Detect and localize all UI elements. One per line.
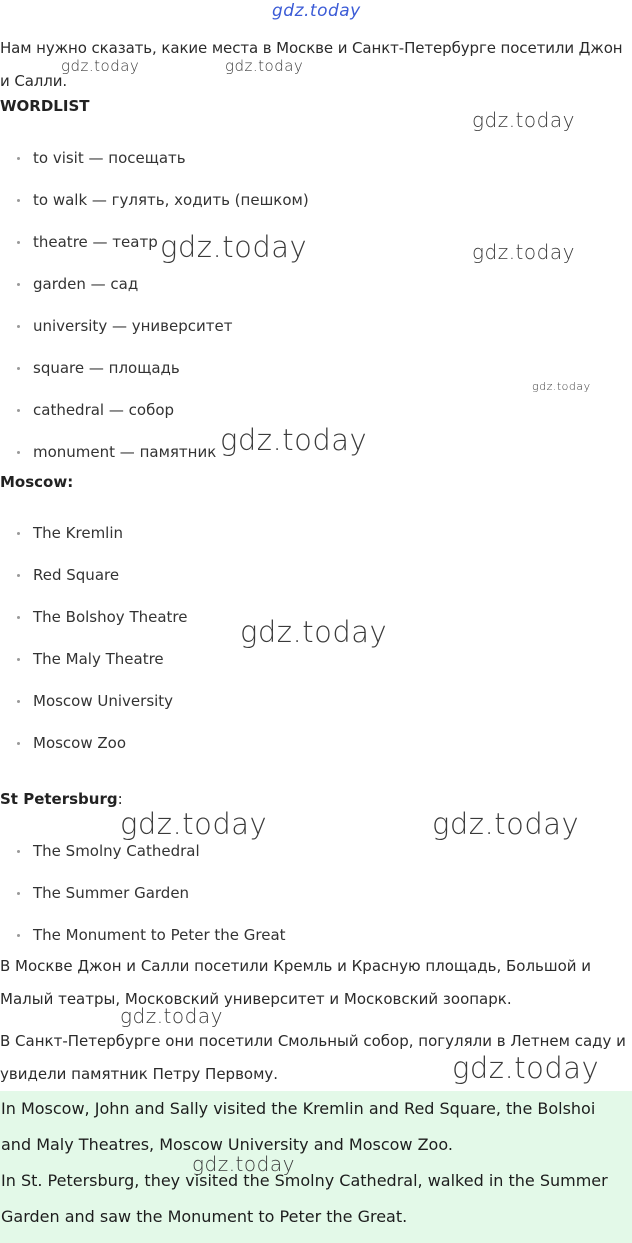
answer-petersburg: In St. Petersburg, they visited the Smolny Cathedral, walked in the Summer Garden and saw the Monument to Peter the Great. — [1, 1171, 608, 1226]
list-item: The Monument to Peter the Great — [0, 924, 286, 966]
list-item: square — площадь — [0, 357, 309, 399]
list-item: The Kremlin — [0, 522, 187, 564]
list-item: The Smolny Cathedral — [0, 840, 286, 882]
watermark: gdz.today — [472, 108, 575, 132]
watermark: gdz.today — [225, 57, 304, 75]
answer-moscow: In Moscow, John and Sally visited the Kremlin and Red Square, the Bolshoi and Maly Theatres, Moscow University and Moscow Zoo. — [1, 1099, 596, 1154]
translation-petersburg: В Санкт-Петербурге они посетили Смольный собор, погуляли в Летнем саду и увидели памятник Петру Первому. — [0, 1032, 626, 1083]
wordlist-heading: WORDLIST — [0, 97, 90, 115]
list-item: Moscow University — [0, 690, 187, 732]
watermark: gdz.today — [160, 230, 308, 264]
watermark: gdz.today — [192, 1152, 295, 1176]
petersburg-heading-colon: : — [117, 790, 123, 808]
watermark: gdz.today — [532, 380, 591, 393]
petersburg-list — [0, 840, 286, 966]
answer-box — [0, 1091, 632, 1243]
list-item: The Maly Theatre — [0, 648, 187, 690]
list-item: monument — памятник — [0, 441, 309, 483]
moscow-heading: Moscow: — [0, 473, 74, 491]
watermark: gdz.today — [120, 807, 268, 841]
list-item: to walk — гулять, ходить (пешком) — [0, 189, 309, 231]
petersburg-heading — [0, 790, 123, 808]
watermark: gdz.today — [240, 615, 388, 649]
watermark: gdz.today — [432, 807, 580, 841]
watermark: gdz.today — [472, 240, 575, 264]
list-item: The Summer Garden — [0, 882, 286, 924]
list-item: Moscow Zoo — [0, 732, 187, 774]
list-item: university — университет — [0, 315, 309, 357]
petersburg-heading-text: St Petersburg — [0, 790, 118, 808]
watermark: gdz.today — [272, 1, 361, 21]
watermark: gdz.today — [120, 1004, 223, 1028]
watermark: gdz.today — [220, 423, 368, 457]
list-item: cathedral — собор — [0, 399, 309, 441]
watermark: gdz.today — [61, 57, 140, 75]
list-item: theatre — театр — [0, 231, 309, 273]
translation-moscow: В Москве Джон и Салли посетили Кремль и Красную площадь, Большой и Малый театры, Московский университет и Московский зоопарк. — [0, 957, 592, 1008]
intro-text: Нам нужно сказать, какие места в Москве и Санкт-Петербурге посетили Джон и Салли. — [0, 39, 623, 90]
list-item: garden — сад — [0, 273, 309, 315]
list-item: to visit — посещать — [0, 147, 309, 189]
list-item: Red Square — [0, 564, 187, 606]
list-item: The Bolshoy Theatre — [0, 606, 187, 648]
watermark: gdz.today — [452, 1051, 600, 1085]
moscow-list — [0, 522, 187, 774]
